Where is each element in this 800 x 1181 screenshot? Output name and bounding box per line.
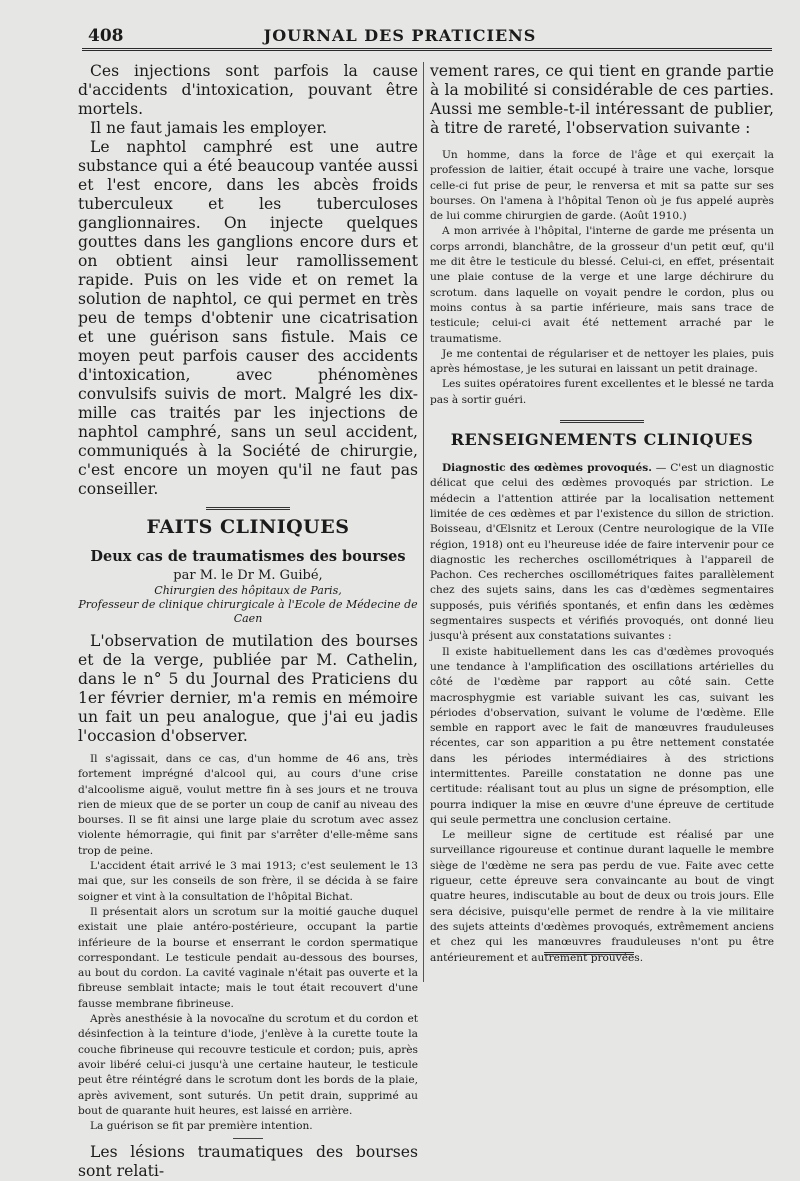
- byline: par M. le Dr M. Guibé,: [173, 568, 323, 583]
- paragraph: Après anesthésie à la novocaïne du scrotum et du cordon et désinfection à la teinture d'iode, j'enlève à la curette toute la couche fibrineuse qui recouvre testicule et cordon; puis, après avoir libéré celui-ci jusqu'à une certaine hauteur, le testicule peut être réintégré dans le scrotum dont les bords de la plaie, après avivement, sont suturés. Un petit drain, supprimé au bout de quarante huit heures, est laissé en arrière.: [78, 1013, 418, 1117]
- paragraph: Un homme, dans la force de l'âge et qui exerçait la profession de laitier, était occupé à traire une vache, lorsque celle-ci fut prise de peur, le renversa et mit sa patte sur ses bourses. On l'amena à l'hôpital Tenon où je fus appelé auprès de lui comme chirurgien de garde. (Août 1910.): [430, 149, 774, 223]
- paragraph: Il s'agissait, dans ce cas, d'un homme de 46 ans, très fortement imprégné d'alcool qui, au cours d'une crise d'alcoolisme aiguë, voulut mettre fin à ses jours et ne trouva rien de mieux que de se porter un coup de canif au niveau des bourses. Il se fit ainsi une large plaie du scrotum avec assez violente hémorragie, qui finit par s'arrêter d'elle-même sans trop de peine.: [78, 753, 418, 857]
- running-head: JOURNAL DES PRATICIENS: [263, 26, 537, 45]
- column-divider: [423, 62, 424, 982]
- left-column: [78, 62, 418, 1181]
- paragraph: Il présentait alors un scrotum sur la moitié gauche duquel existait une plaie antéro-postérieure, occupant la partie inférieure de la bourse et enserrant le cordon spermatique correspondant. Le testicule pendait au-dessous des bourses, au bout du cordon. La cavité vaginale n'était pas ouverte et la fibreuse semblait intacte; mais le tout était recouvert d'une fausse membrane fibrineuse.: [78, 905, 418, 1010]
- rubric-text: — C'est un diagnostic délicat que celui des œdèmes provoqués par striction. Le médecin a l'attention attirée par la localisation nettement limitée de ces œdèmes et par l'existence du sillon de striction. Boisseau, d'Œlsnitz et Leroux (Centre neurologique de la VIIe région, 1918) ont eu l'heureuse idée de faire intervenir pour ce diagnostic les recherches oscillométriques à l'appareil de Pachon. Ces recherches oscillométriques faites parallèlement chez des sujets sains, dans les cas d'œdèmes segmentaires supposés, puis vérifiés spontanés, et enfin dans les œdèmes segmentaires suspects et vérifiés provoqués, ont donné lieu jusqu'à présent aux constatations suivantes :: [430, 462, 774, 643]
- paragraph: Le meilleur signe de certitude est réalisé par une surveillance rigoureuse et continue durant laquelle le membre siège de l'œdème ne sera pas perdu de vue. Faite avec cette rigueur, cette épreuve sera convaincante au bout de vingt quatre heures, indiscutable au bout de deux ou trois jours. Elle sera décisive, puisqu'elle permet de rendre à la vie militaire des sujets atteints d'œdèmes provoqués, extrêmement anciens et chez qui les manœuvres frauduleuses n'ont pu être antérieurement et autrement prouvées.: [430, 829, 774, 964]
- paragraph: L'accident était arrivé le 3 mai 1913; c'est seulement le 13 mai que, sur les conseils de son frère, il se décida à se faire soigner et vint à la consultation de l'hôpital Bichat.: [78, 860, 418, 903]
- paragraph: vement rares, ce qui tient en grande partie à la mobilité si considérable de ces parties. Aussi me semble-t-il intéressant de publier, à titre de rareté, l'observation suivante :: [430, 62, 774, 137]
- paragraph: Il existe habituellement dans les cas d'œdèmes provoqués une tendance à l'amplification des oscillations artérielles du côté de l'œdème par rapport au côté sain. Cette macrosphygmie est variable suivant les cas, suivant les périodes d'observation, suivant le volume de l'œdème. Elle semble en rapport avec le fait de manœuvres frauduleuses récentes, car son apparition a pu être nettement constatée dans les périodes intermédiaires à des strictions intermittentes. Pareille constatation ne donne pas une certitude: réalisant tout au plus un signe de présomption, elle pourra indiquer la mise en œuvre d'une épreuve de certitude qui seule permettra une conclusion certaine.: [430, 645, 774, 826]
- paragraph: L'observation de mutilation des bourses et de la verge, publiée par M. Cathelin, dans le n° 5 du Journal des Praticiens du 1er février dernier, m'a remis en mémoire un fait un peu analogue, que j'ai eu jadis l'occasion d'observer.: [78, 632, 418, 745]
- header-rule: [82, 48, 772, 51]
- author-affiliation: Professeur de clinique chirurgicale à l'Ecole de Médecine de Caen: [78, 598, 418, 625]
- paragraph: Les lésions traumatiques des bourses sont relati-: [78, 1143, 418, 1181]
- author-affiliation: Chirurgien des hôpitaux de Paris,: [154, 584, 342, 597]
- page-number: 408: [88, 26, 124, 46]
- paragraph: A mon arrivée à l'hôpital, l'interne de garde me présenta un corps arrondi, blanchâtre, de la grosseur d'un petit œuf, qu'il me dit être le testicule du blessé. Celui-ci, en effet, présentait une plaie contuse de la verge et une large déchirure du scrotum. dans laquelle on voyait pendre le cordon, plus ou moins contus à sa partie inférieure, mais sans trace de testicule; celui-ci avait été nettement arraché par le traumatisme.: [430, 225, 774, 345]
- paragraph: Il ne faut jamais les employer.: [90, 119, 328, 137]
- article-title: Deux cas de traumatismes des bourses: [90, 548, 406, 565]
- paragraph: Ces injections sont parfois la cause d'accidents d'intoxication, pouvant être mortels.: [78, 62, 418, 118]
- section-title: FAITS CLINIQUES: [146, 516, 350, 538]
- paragraph: Le naphtol camphré est une autre substance qui a été beaucoup vantée aussi et l'est encore, dans les abcès froids tuberculeux et les tuberculoses ganglionnaires. On injecte quelques gouttes dans les ganglions encore durs et on obtient ainsi leur ramollissement rapide. Puis on les vide et on remet la solution de naphtol, ce qui permet en très peu de temps d'obtenir une cicatrisation et une guérison sans fistule. Mais ce moyen peut parfois causer des accidents d'intoxication, avec phénomènes convulsifs suivis de mort. Malgré les dix-mille cas traités par les injections de naphtol camphré, sans un seul accident, communiqués à la Société de chirurgie, c'est encore un moyen qu'il ne faut pas conseiller.: [78, 138, 418, 498]
- separator-rule: [233, 1138, 263, 1139]
- separator-rule: [560, 420, 644, 423]
- right-column: [430, 62, 774, 964]
- paragraph: [430, 461, 774, 645]
- section-title: RENSEIGNEMENTS CLINIQUES: [450, 430, 754, 450]
- paragraph: Je me contentai de régulariser et de nettoyer les plaies, puis après hémostase, je les suturai en laissant un petit drainage.: [430, 347, 774, 376]
- separator-rule: [206, 507, 290, 510]
- paragraph: La guérison se fit par première intention.: [90, 1120, 313, 1133]
- rubric-title: Diagnostic des œdèmes provoqués.: [442, 462, 652, 475]
- paragraph: Les suites opératoires furent excellentes et le blessé ne tarda pas à sortir guéri.: [430, 378, 774, 406]
- separator-rule: [544, 952, 634, 955]
